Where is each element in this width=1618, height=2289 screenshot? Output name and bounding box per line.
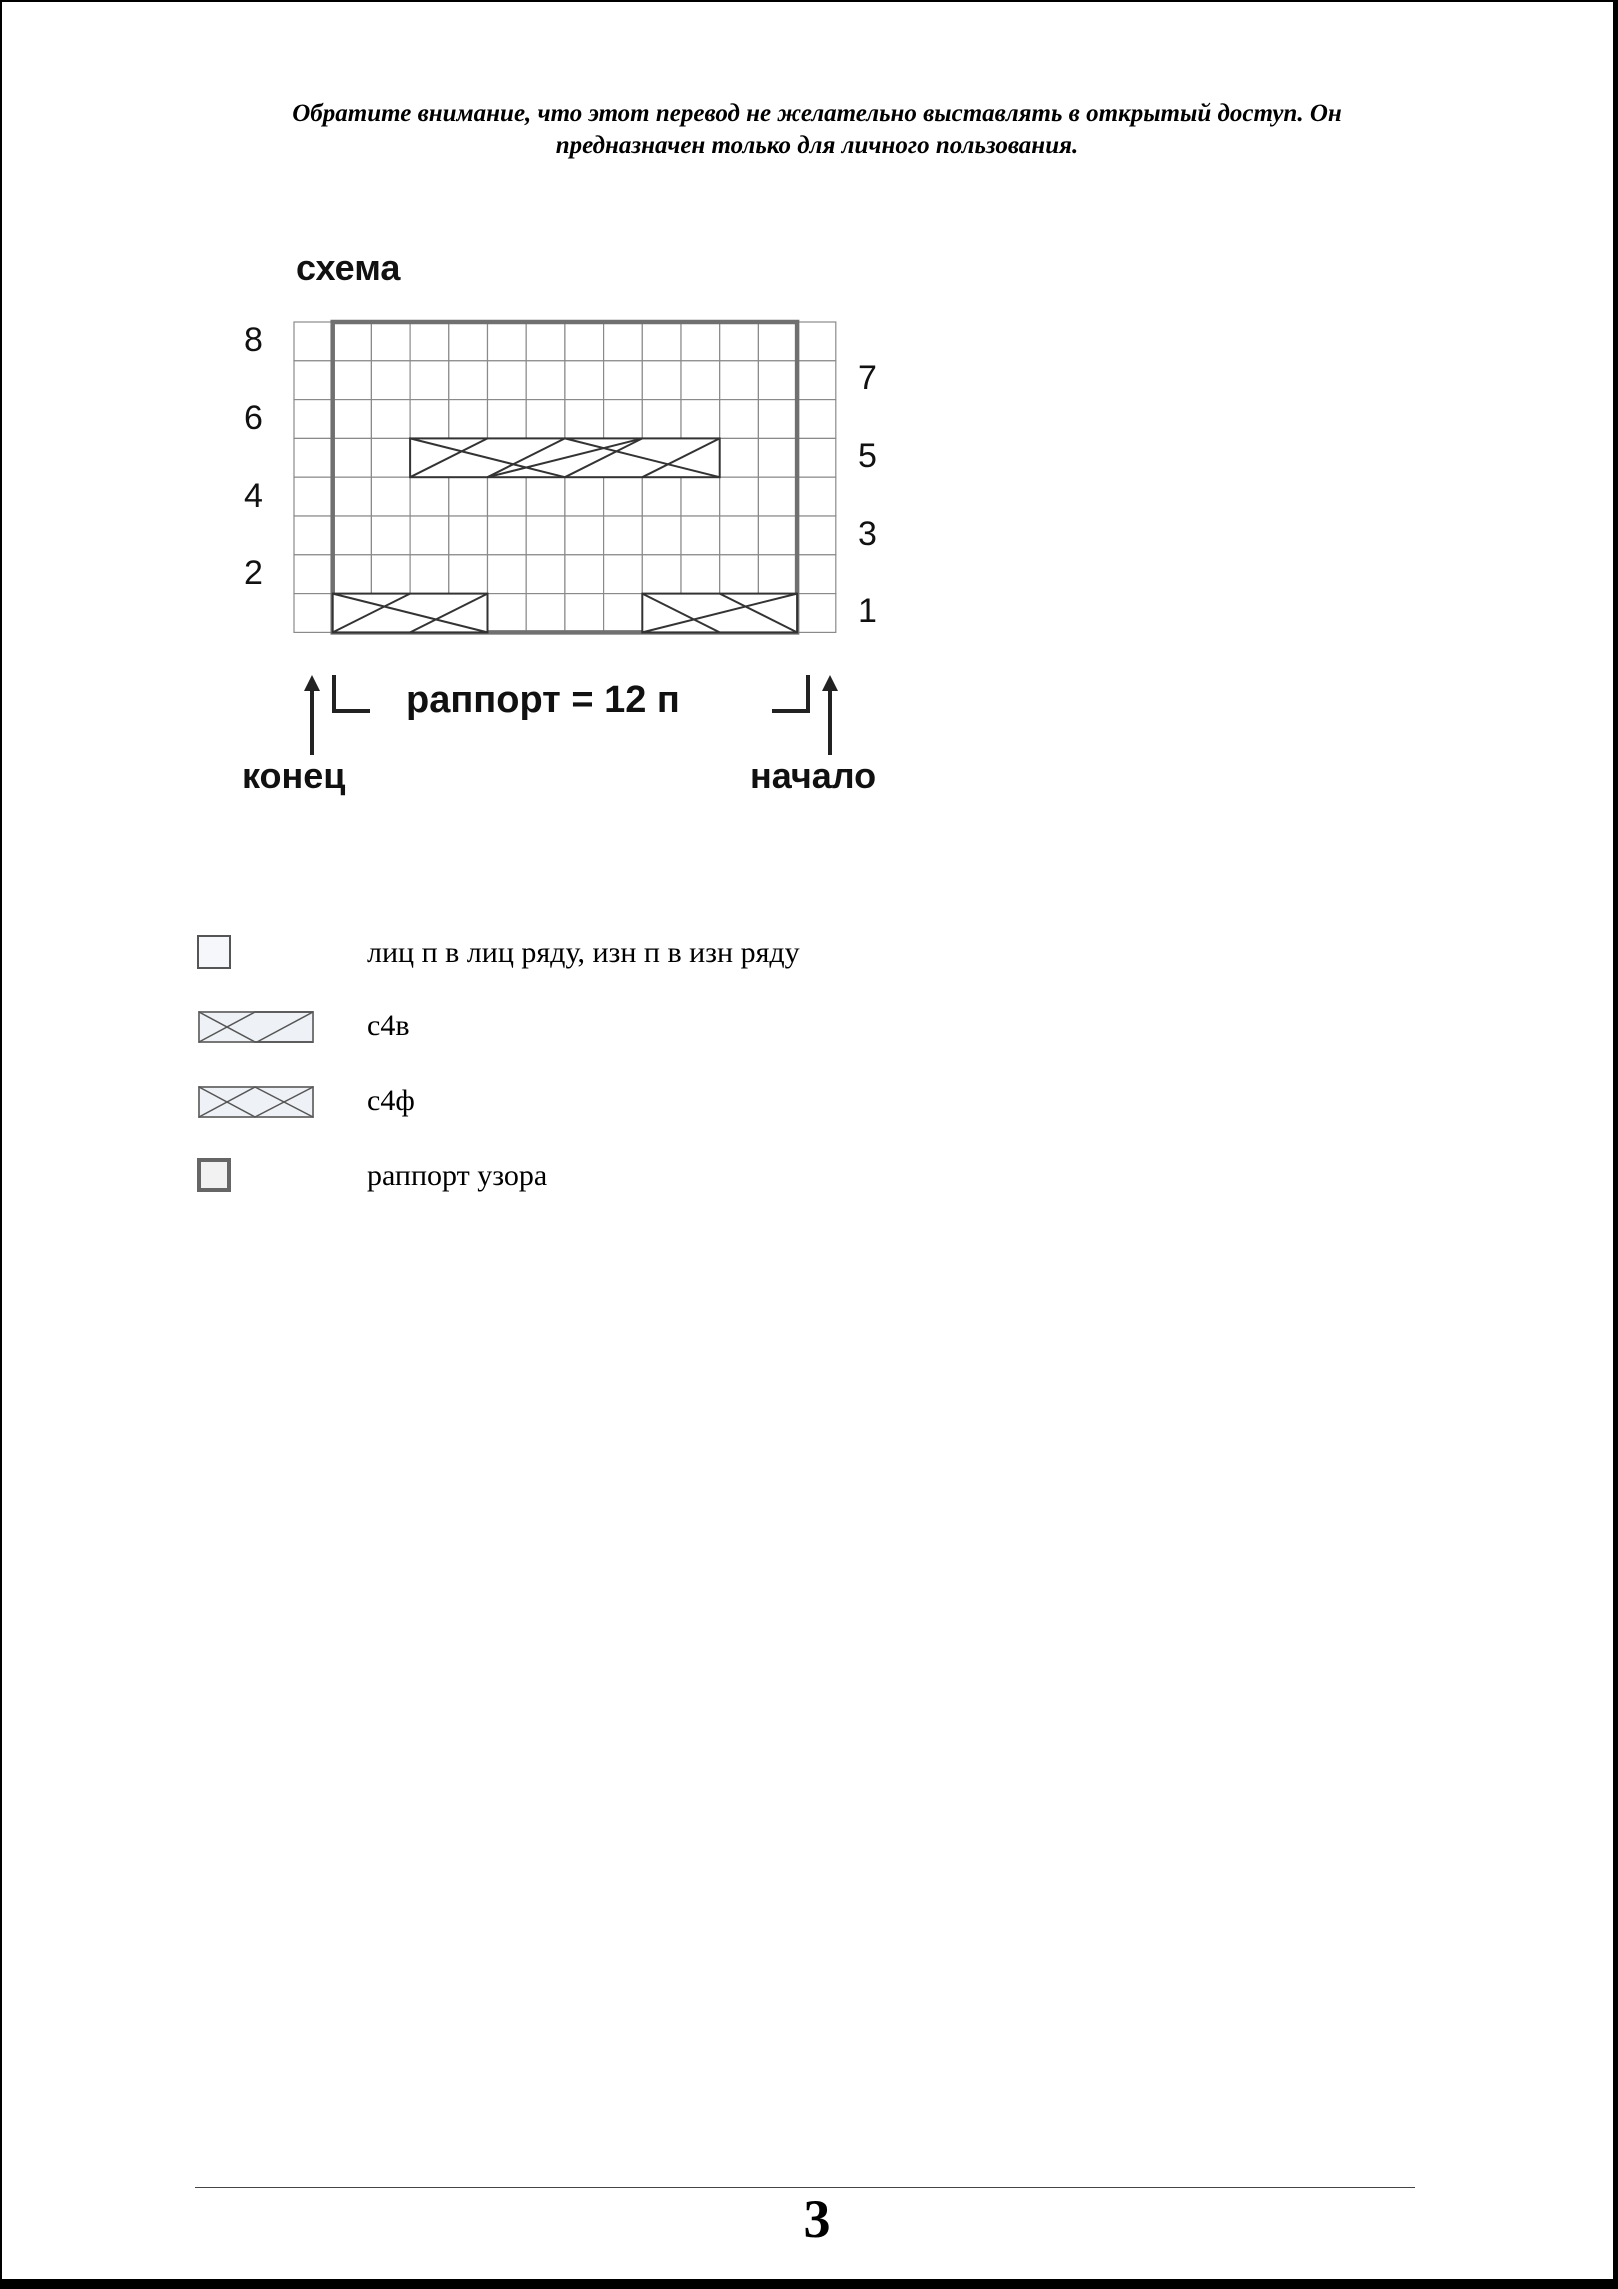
chart-cell — [758, 322, 797, 361]
chart-cell — [488, 555, 527, 594]
chart-cell — [294, 516, 333, 555]
row-number-2: 2 — [244, 554, 263, 592]
row-number-7: 7 — [858, 359, 877, 397]
chart-cell — [642, 361, 681, 400]
chart-cell — [449, 477, 488, 516]
chart-cell — [449, 361, 488, 400]
legend-item-knit — [197, 934, 1097, 974]
chart-cell — [565, 322, 604, 361]
end-bracket — [334, 675, 370, 711]
chart-cell — [565, 516, 604, 555]
start-arrow-head — [822, 675, 838, 691]
chart-cell — [642, 400, 681, 439]
chart-cell — [371, 322, 410, 361]
cable-front-icon — [197, 1082, 317, 1122]
chart-cell — [488, 322, 527, 361]
row-number-1: 1 — [858, 592, 877, 630]
chart-cell — [604, 516, 643, 555]
chart-cell — [333, 477, 372, 516]
chart-cell — [410, 555, 449, 594]
notice-line-2: предназначен только для личного пользования. — [555, 132, 1079, 159]
chart-cell — [488, 477, 527, 516]
chart-cell — [681, 555, 720, 594]
chart-cell — [294, 594, 333, 633]
chart-cell — [410, 361, 449, 400]
chart-cell — [488, 594, 527, 633]
chart-cell — [565, 594, 604, 633]
chart-cell — [758, 438, 797, 477]
chart-grid-svg — [232, 247, 932, 827]
chart-cell — [449, 400, 488, 439]
chart-cell — [720, 361, 759, 400]
chart-cell — [604, 361, 643, 400]
chart-cell — [526, 361, 565, 400]
chart-cell — [797, 555, 836, 594]
chart-cell — [488, 516, 527, 555]
chart-cell — [371, 477, 410, 516]
knitting-chart — [232, 247, 932, 832]
chart-cell — [410, 477, 449, 516]
chart-cell — [604, 594, 643, 633]
chart-cell — [758, 477, 797, 516]
chart-cell — [681, 361, 720, 400]
chart-cell — [526, 555, 565, 594]
chart-cell — [333, 361, 372, 400]
chart-cell — [371, 555, 410, 594]
chart-cell — [333, 400, 372, 439]
chart-cell — [720, 400, 759, 439]
chart-cell — [294, 322, 333, 361]
chart-cell — [604, 322, 643, 361]
end-arrow-head — [304, 675, 320, 691]
chart-cell — [642, 555, 681, 594]
pattern-repeat-square-icon — [197, 1157, 317, 1197]
chart-cell — [333, 555, 372, 594]
legend-text-knit: лиц п в лиц ряду, изн п в изн ряду — [367, 936, 800, 969]
chart-cell — [565, 477, 604, 516]
notice-line-1: Обратите внимание, что этот перевод не желательно выставлять в открытый доступ. Он — [292, 100, 1342, 127]
chart-cell — [449, 555, 488, 594]
chart-cell — [488, 400, 527, 439]
chart-cell — [371, 361, 410, 400]
page-number: 3 — [803, 2189, 831, 2249]
chart-cell — [758, 516, 797, 555]
chart-cell — [410, 400, 449, 439]
cable-back-icon — [197, 1007, 317, 1047]
chart-cell — [449, 322, 488, 361]
repeat-label: раппорт = 12 п — [406, 679, 680, 721]
chart-cell — [371, 516, 410, 555]
chart-cell — [294, 438, 333, 477]
row-number-6: 6 — [244, 399, 263, 437]
chart-cell — [565, 400, 604, 439]
chart-cell — [371, 400, 410, 439]
chart-cell — [720, 438, 759, 477]
chart-cell — [333, 322, 372, 361]
legend-text-repeat: раппорт узора — [367, 1159, 548, 1192]
knit-stitch-square-icon — [197, 934, 317, 974]
legend-item-repeat — [197, 1157, 1097, 1197]
chart-cell — [526, 477, 565, 516]
chart-cell — [797, 361, 836, 400]
chart-cell — [758, 555, 797, 594]
chart-cell — [565, 555, 604, 594]
chart-cell — [410, 322, 449, 361]
chart-cell — [720, 477, 759, 516]
chart-cell — [797, 594, 836, 633]
chart-cell — [294, 555, 333, 594]
chart-cell — [604, 400, 643, 439]
chart-title: схема — [296, 247, 401, 288]
chart-cell — [797, 438, 836, 477]
chart-cell — [642, 516, 681, 555]
row-number-4: 4 — [244, 477, 263, 515]
start-label: начало — [750, 755, 877, 796]
chart-cell — [642, 322, 681, 361]
end-label: конец — [242, 755, 346, 796]
chart-cell — [681, 477, 720, 516]
chart-cell — [720, 555, 759, 594]
chart-cell — [526, 400, 565, 439]
chart-cell — [294, 477, 333, 516]
chart-cell — [449, 516, 488, 555]
chart-cell — [604, 477, 643, 516]
start-bracket — [772, 675, 808, 711]
chart-cell — [720, 516, 759, 555]
chart-cell — [758, 361, 797, 400]
row-number-3: 3 — [858, 515, 877, 553]
chart-cell — [371, 438, 410, 477]
chart-cell — [333, 516, 372, 555]
chart-cell — [333, 438, 372, 477]
chart-cell — [681, 322, 720, 361]
legend-text-c4f: с4ф — [367, 1084, 415, 1117]
chart-cell — [642, 477, 681, 516]
chart-cell — [410, 516, 449, 555]
chart-cell — [604, 555, 643, 594]
notice-text — [182, 98, 1452, 162]
chart-cell — [758, 400, 797, 439]
chart-cell — [681, 400, 720, 439]
legend-item-c4f — [197, 1082, 1097, 1122]
chart-cell — [565, 361, 604, 400]
chart-cell — [797, 400, 836, 439]
chart-cell — [294, 400, 333, 439]
chart-cell — [526, 516, 565, 555]
row-number-5: 5 — [858, 437, 877, 475]
chart-cell — [797, 477, 836, 516]
chart-cell — [526, 322, 565, 361]
chart-cell — [526, 594, 565, 633]
chart-cell — [294, 361, 333, 400]
chart-cell — [797, 322, 836, 361]
chart-cell — [488, 361, 527, 400]
chart-cell — [720, 322, 759, 361]
legend-text-c4b: с4в — [367, 1009, 410, 1042]
chart-cell — [797, 516, 836, 555]
legend-item-c4b — [197, 1007, 1097, 1047]
chart-cell — [681, 516, 720, 555]
row-number-8: 8 — [244, 321, 263, 359]
